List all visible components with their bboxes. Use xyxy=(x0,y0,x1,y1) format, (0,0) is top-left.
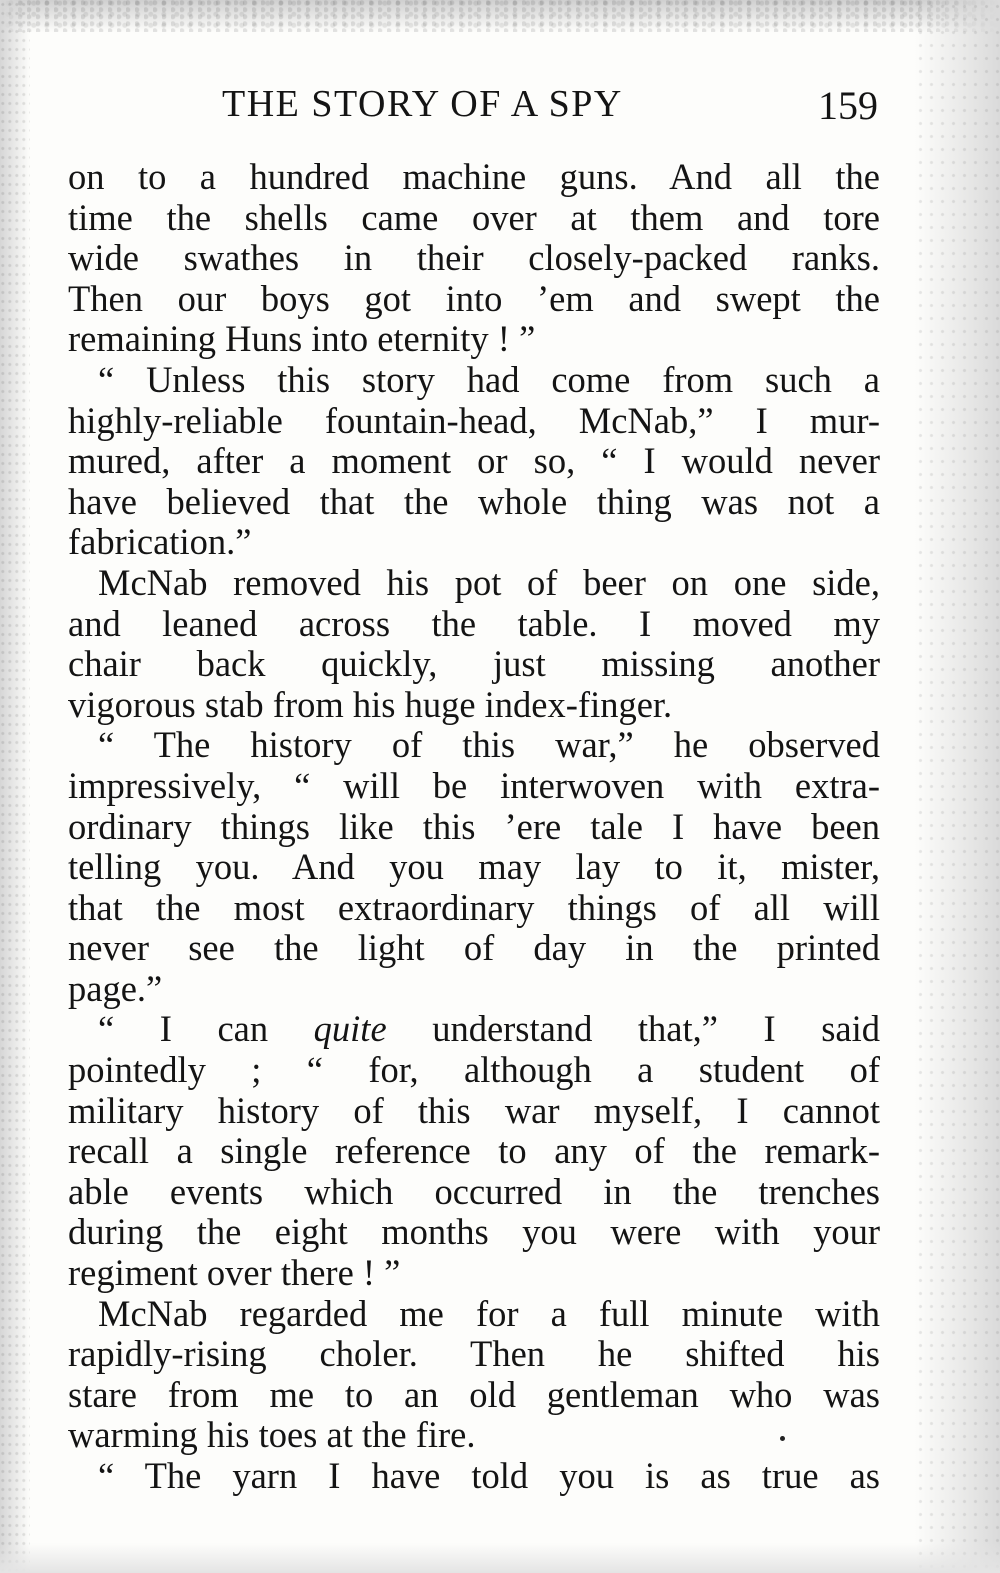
text-line: “ The history of this war,” he observed xyxy=(98,725,880,766)
text-line: vigorous stab from his huge index-finger. xyxy=(68,684,673,725)
text-line: never see the light of day in the printed xyxy=(68,928,880,969)
text-line: that the most extraordinary things of all will xyxy=(68,887,880,928)
text-line: Then our boys got into ’em and swept the xyxy=(68,278,880,319)
running-head: THE STORY OF A SPY xyxy=(222,83,623,125)
scan-edge-right xyxy=(915,0,1000,1573)
text-line: “ Unless this story had come from such a xyxy=(98,359,880,400)
text-line: have believed that the whole thing was not a xyxy=(68,481,880,522)
text-line: military history of this war myself, I cannot xyxy=(68,1090,880,1131)
text-line: McNab regarded me for a full minute with xyxy=(98,1293,880,1334)
text-line: on to a hundred machine guns. And all the xyxy=(68,157,880,197)
text-run: “ I can xyxy=(98,1009,314,1050)
text-line: ordinary things like this ’ere tale I have been xyxy=(68,806,880,847)
body-text xyxy=(68,157,880,1497)
scan-edge-top xyxy=(0,0,1000,32)
text-line: and leaned across the table. I moved my xyxy=(68,603,880,644)
text-line: “ The yarn I have told you is as true as xyxy=(98,1456,880,1496)
scan-edge-left xyxy=(0,0,30,1573)
text-line: during the eight months you were with your xyxy=(68,1212,880,1253)
text-line: page.” xyxy=(68,968,163,1009)
italic-word: quite xyxy=(313,1009,387,1050)
text-run: understand that,” I said xyxy=(386,1009,880,1050)
text-line: chair back quickly, just missing another xyxy=(68,644,880,685)
page-header xyxy=(0,80,1000,128)
text-line xyxy=(68,1009,880,1050)
text-line: warming his toes at the fire. xyxy=(68,1415,476,1456)
text-line: wide swathes in their closely-packed ranks. xyxy=(68,238,880,279)
text-line: time the shells came over at them and tore xyxy=(68,197,880,238)
text-line: impressively, “ will be interwoven with extra- xyxy=(68,765,880,806)
text-line: McNab removed his pot of beer on one side, xyxy=(98,562,880,603)
text-line: regiment over there ! ” xyxy=(68,1253,401,1294)
page-number: 159 xyxy=(818,83,878,128)
text-line: mured, after a moment or so, “ I would never xyxy=(68,441,880,482)
scan-edge-bottom xyxy=(0,1543,1000,1573)
text-line: rapidly-rising choler. Then he shifted his xyxy=(68,1334,880,1375)
text-line: recall a single reference to any of the remark- xyxy=(68,1131,880,1172)
text-line: pointedly ; “ for, although a student of xyxy=(68,1050,880,1091)
text-line: fabrication.” xyxy=(68,522,252,563)
text-line: remaining Huns into eternity ! ” xyxy=(68,319,536,360)
text-line: telling you. And you may lay to it, mister, xyxy=(68,847,880,888)
ink-speck xyxy=(780,1436,785,1441)
text-line: stare from me to an old gentleman who was xyxy=(68,1374,880,1415)
text-line: highly-reliable fountain-head, McNab,” I mur- xyxy=(68,400,880,441)
text-line: able events which occurred in the trenches xyxy=(68,1171,880,1212)
